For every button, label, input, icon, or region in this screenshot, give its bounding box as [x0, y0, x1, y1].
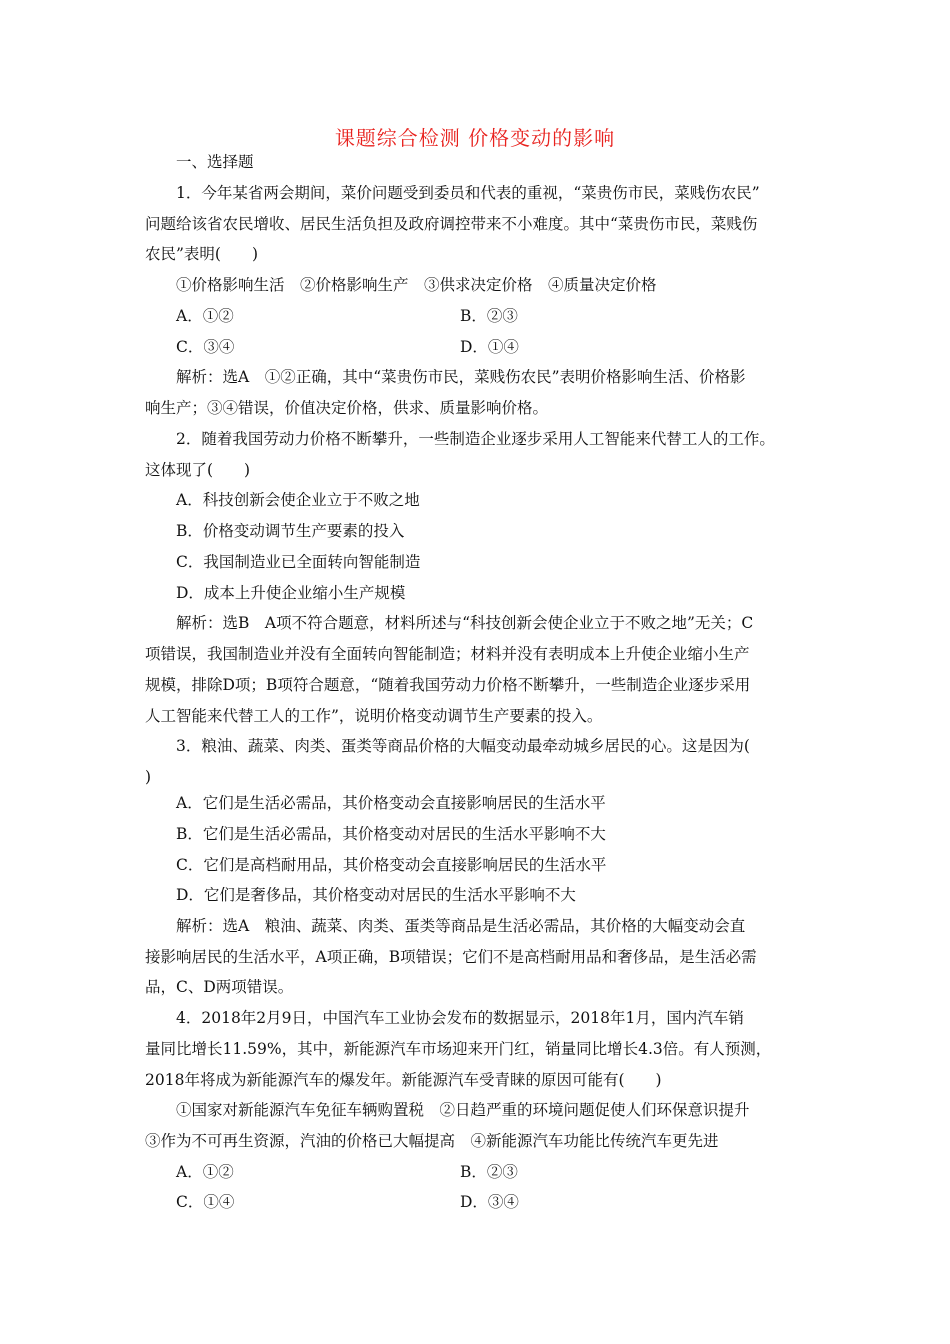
- q3-option-a: A．它们是生活必需品，其价格变动会直接影响居民的生活水平: [176, 794, 606, 812]
- q2-option-c: C．我国制造业已全面转向智能制造: [176, 553, 421, 571]
- q3-stem-line-1: 3．粮油、蔬菜、肉类、蛋类等商品价格的大幅变动最牵动城乡居民的心。这是因为(: [176, 737, 750, 755]
- q2-option-d: D．成本上升使企业缩小生产规模: [176, 584, 406, 602]
- q3-option-c: C．它们是高档耐用品，其价格变动会直接影响居民的生活水平: [176, 856, 607, 874]
- q1-stem-line-3: 农民”表明( ): [145, 245, 259, 263]
- q1-option-b: B．②③: [460, 307, 518, 325]
- q3-option-b: B．它们是生活必需品，其价格变动对居民的生活水平影响不大: [176, 825, 606, 843]
- q1-stem-line-1: 1．今年某省两会期间，菜价问题受到委员和代表的重视，“菜贵伤市民，菜贱伤农民”: [176, 184, 760, 202]
- q4-stem-line-3: 2018年将成为新能源汽车的爆发年。新能源汽车受青睐的原因可能有( ): [145, 1071, 662, 1089]
- q3-stem-line-2: ): [145, 768, 152, 786]
- q4-option-d: D．③④: [460, 1193, 519, 1211]
- q2-stem-line-1: 2．随着我国劳动力价格不断攀升，一些制造企业逐步采用人工智能来代替工人的工作。: [176, 430, 775, 448]
- q2-analysis-line-3: 规模，排除D项；B项符合题意，“随着我国劳动力价格不断攀升，一些制造企业逐步采用: [145, 676, 751, 694]
- page-title: 课题综合检测 价格变动的影响: [334, 126, 616, 150]
- q4-option-a: A．①②: [176, 1163, 234, 1181]
- q2-analysis-line-4: 人工智能来代替工人的工作”，说明价格变动调节生产要素的投入。: [145, 707, 603, 725]
- q1-analysis-line-1: 解析：选A ①②正确，其中“菜贵伤市民，菜贱伤农民”表明价格影响生活、价格影: [176, 368, 746, 386]
- q2-analysis-line-1: 解析：选B A项不符合题意，材料所述与“科技创新会使企业立于不败之地”无关；C: [176, 614, 754, 632]
- q1-option-d: D．①④: [460, 338, 519, 356]
- q3-analysis-line-3: 品，C、D两项错误。: [145, 978, 294, 996]
- q3-option-d: D．它们是奢侈品，其价格变动对居民的生活水平影响不大: [176, 886, 576, 904]
- q4-statements-line-1: ①国家对新能源汽车免征车辆购置税 ②日趋严重的环境问题促使人们环保意识提升: [176, 1101, 750, 1119]
- q4-option-b: B．②③: [460, 1163, 518, 1181]
- q2-option-b: B．价格变动调节生产要素的投入: [176, 522, 405, 540]
- q4-statements-line-2: ③作为不可再生资源，汽油的价格已大幅提高 ④新能源汽车功能比传统汽车更先进: [145, 1132, 719, 1150]
- q3-analysis-line-2: 接影响居民的生活水平，A项正确，B项错误；它们不是高档耐用品和奢侈品，是生活必需: [145, 948, 757, 966]
- q1-option-c: C．③④: [176, 338, 235, 356]
- q4-stem-line-1: 4．2018年2月9日，中国汽车工业协会发布的数据显示，2018年1月，国内汽车销: [176, 1009, 744, 1027]
- q2-analysis-line-2: 项错误，我国制造业并没有全面转向智能制造；材料并没有表明成本上升使企业缩小生产: [145, 645, 750, 663]
- q2-option-a: A．科技创新会使企业立于不败之地: [176, 491, 420, 509]
- q1-stem-line-2: 问题给该省农民增收、居民生活负担及政府调控带来不小难度。其中“菜贵伤市民，菜贱伤: [145, 215, 758, 233]
- q1-statements: ①价格影响生活 ②价格影响生产 ③供求决定价格 ④质量决定价格: [176, 276, 657, 294]
- q4-option-c: C．①④: [176, 1193, 235, 1211]
- q4-stem-line-2: 量同比增长11.59%，其中，新能源汽车市场迎来开门红，销量同比增长4.3倍。有人预测，: [145, 1040, 772, 1058]
- q3-analysis-line-1: 解析：选A 粮油、蔬菜、肉类、蛋类等商品是生活必需品，其价格的大幅变动会直: [176, 917, 746, 935]
- q1-option-a: A．①②: [176, 307, 234, 325]
- q1-analysis-line-2: 响生产；③④错误，价值决定价格，供求、质量影响价格。: [145, 399, 549, 417]
- q2-stem-line-2: 这体现了( ): [145, 461, 251, 479]
- section-heading: 一、选择题: [176, 153, 254, 171]
